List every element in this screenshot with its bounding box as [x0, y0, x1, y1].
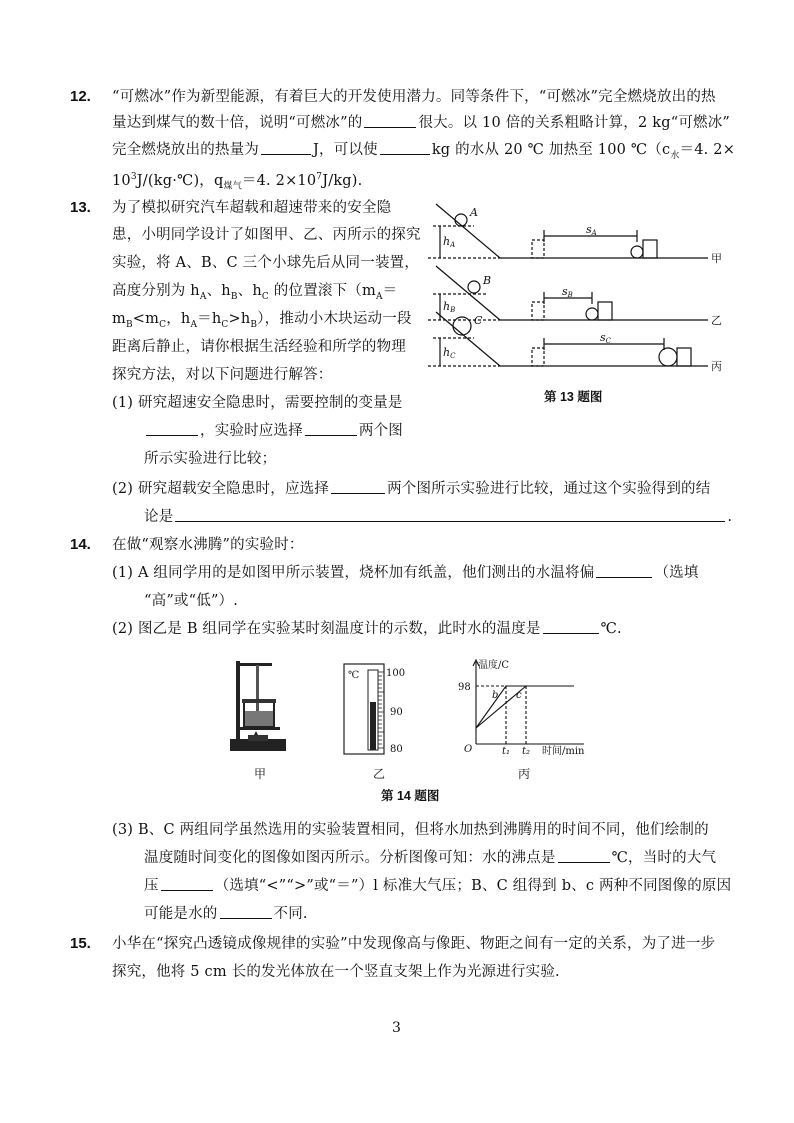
label-yi: 乙: [711, 314, 722, 327]
question-13-line-7: 探究方法，对以下问题进行解答：: [112, 367, 333, 383]
question-14-part-3-line-2: 温度随时间变化的图像如图丙所示。分析图像可知：水的沸点是 ℃，当时的大气: [144, 850, 717, 866]
question-14-part-1: (1) A 组同学用的是如图甲所示装置，烧杯加有纸盖，他们测出的水温将偏 （选填: [112, 565, 699, 581]
ball-c-end: [659, 348, 677, 366]
figure-14-chart: [456, 656, 616, 756]
block-end-bing: [677, 348, 691, 366]
block-end-yi: [598, 302, 612, 320]
question-14-line-1: 在做“观察水沸腾”的实验时：: [112, 537, 304, 553]
question-13-part-1-cont: ，实验时应选择 两个图: [144, 421, 403, 441]
question-13-line-5: $m_B<m_C$，$h_A=h_C>h_B$），推动小木块运动一段: [112, 311, 412, 330]
svg-text:sB: sB: [562, 285, 573, 299]
question-13-part-1-end: 所示实验进行比较；: [144, 451, 277, 467]
answer-blank[interactable]: [220, 904, 272, 919]
tick-90: 90: [390, 707, 403, 718]
figure-14-thermometer: [340, 662, 416, 758]
alcohol-lamp: [248, 735, 268, 741]
answer-blank[interactable]: [305, 421, 357, 436]
question-15-line-2: 探究，他将 5 cm 长的发光体放在一个竖直支架上作为光源进行实验.: [112, 964, 560, 980]
question-14-part-2: (2) 图乙是 B 组同学在实验某时刻温度计的示数，此时水的温度是 ℃.: [112, 621, 622, 637]
question-12-line-2: 量达到煤气的数十倍，说明“可燃冰”的 很大。以 10 倍的关系粗略计算，2 kg“可燃冰”: [112, 115, 731, 131]
figure-14-label-yi: 乙: [373, 767, 386, 781]
answer-blank[interactable]: [146, 421, 198, 436]
question-14-number: 14.: [70, 536, 91, 553]
svg-text:hC: hC: [443, 346, 456, 360]
svg-text:sC: sC: [600, 331, 612, 345]
tick-100: 100: [386, 668, 406, 679]
ball-c: [453, 317, 471, 335]
tick-80: 80: [390, 744, 403, 755]
answer-blank[interactable]: [380, 140, 430, 155]
answer-blank[interactable]: [596, 563, 652, 578]
ball-b-end: [586, 308, 598, 320]
answer-blank[interactable]: [543, 619, 599, 634]
mercury-column: [370, 702, 376, 750]
label-a: A: [470, 206, 478, 219]
figure-14-caption: 第 14 题图: [381, 789, 440, 803]
answer-blank[interactable]: [558, 848, 610, 863]
block-start-jia: [532, 240, 544, 258]
incline-jia: [436, 204, 500, 258]
answer-blank[interactable]: [261, 140, 311, 155]
answer-blank[interactable]: [161, 876, 213, 891]
question-13-line-2: 患，小明同学设计了如图甲、乙、丙所示的探究: [112, 227, 421, 243]
block-start-yi: [532, 302, 544, 320]
question-14-part-3-line-3: 压 （选填“<”“>”或“＝”）l 标准大气压；B、C 组得到 b、c 两种不同图像的原因: [144, 878, 732, 894]
question-12-line-4: $10^3J/(kg\cdot℃)$，$q_{煤气}=4$. $2\times 10^7J/kg$).: [112, 172, 363, 192]
question-14-part-3-line-4: 可能是水的 不同.: [144, 906, 308, 922]
question-14-part-1-end: “高”或“低”）.: [144, 593, 239, 609]
figure-13-diagram: [428, 196, 728, 382]
answer-blank[interactable]: [331, 479, 385, 494]
x-axis-label: 时间/min: [542, 746, 585, 756]
series-b-line: [476, 686, 574, 728]
question-13-line-1: 为了模拟研究汽车超载和超速带来的安全隐: [112, 200, 392, 216]
y-axis-label: 温度/C: [478, 660, 510, 671]
question-12-line-1: “可燃冰”作为新型能源，有着巨大的开发使用潜力。同等条件下，“可燃冰”完全燃烧放出的热: [112, 89, 716, 105]
question-13-line-6: 距离后静止，请你根据生活经验和所学的物理: [112, 339, 406, 355]
x-tick-t1: t₁: [502, 746, 511, 756]
y-tick-98: 98: [458, 682, 471, 693]
svg-text:hB: hB: [443, 300, 456, 314]
question-13-line-3: 实验，将 A、B、C 三个小球先后从同一装置，: [112, 255, 420, 271]
series-c-label: c: [516, 690, 522, 701]
figure-13-caption: 第 13 题图: [544, 390, 603, 404]
label-bing: 丙: [711, 360, 722, 373]
x-tick-t2: t₂: [522, 746, 531, 756]
question-13-part-2: (2) 研究超载安全隐患时，应选择 两个图所示实验进行比较，通过这个实验得到的结: [112, 481, 711, 497]
question-13-part-2-cont: 论是 .: [144, 509, 733, 525]
origin-label: O: [464, 744, 473, 755]
ball-a: [455, 214, 467, 226]
label-c: C: [474, 314, 483, 327]
question-15-number: 15.: [70, 935, 91, 952]
block-end-jia: [643, 240, 657, 258]
paper-lid: [242, 699, 276, 703]
figure-14-label-bing: 丙: [518, 767, 531, 781]
question-12-line-3: 完全燃烧放出的热量为 J，可以使 kg 的水从 20 ℃ 加热至 100 $℃(c_水=4$. 2×: [112, 142, 736, 161]
answer-blank[interactable]: [175, 507, 725, 522]
label-jia: 甲: [711, 252, 722, 265]
label-b: B: [483, 274, 492, 287]
page-number: 3: [392, 1020, 401, 1036]
figure-14-label-jia: 甲: [254, 767, 267, 781]
question-13-line-4: 高度分别为 $h_A$、$h_B$、$h_C$ 的位置滚下（$m_A=$: [112, 283, 398, 302]
block-start-bing: [532, 348, 544, 366]
ball-b: [468, 281, 480, 293]
answer-blank[interactable]: [364, 113, 416, 128]
question-12-number: 12.: [70, 88, 91, 105]
svg-text:hA: hA: [443, 235, 456, 249]
question-13-part-1: (1) 研究超速安全隐患时，需要控制的变量是: [112, 395, 403, 411]
series-b-label: b: [492, 690, 499, 701]
question-13-number: 13.: [70, 199, 91, 216]
ball-a-end: [631, 246, 643, 258]
question-14-part-3: (3) B、C 两组同学虽然选用的实验装置相同，但将水加热到沸腾用的时间不同，他们绘制的: [112, 822, 709, 838]
figure-14-apparatus: [222, 655, 294, 755]
question-15-line-1: 小华在“探究凸透镜成像规律的实验”中发现像高与像距、物距之间有一定的关系，为了进一步: [112, 936, 716, 952]
thermometer-unit: ℃: [348, 670, 360, 681]
svg-text:sA: sA: [586, 223, 597, 237]
